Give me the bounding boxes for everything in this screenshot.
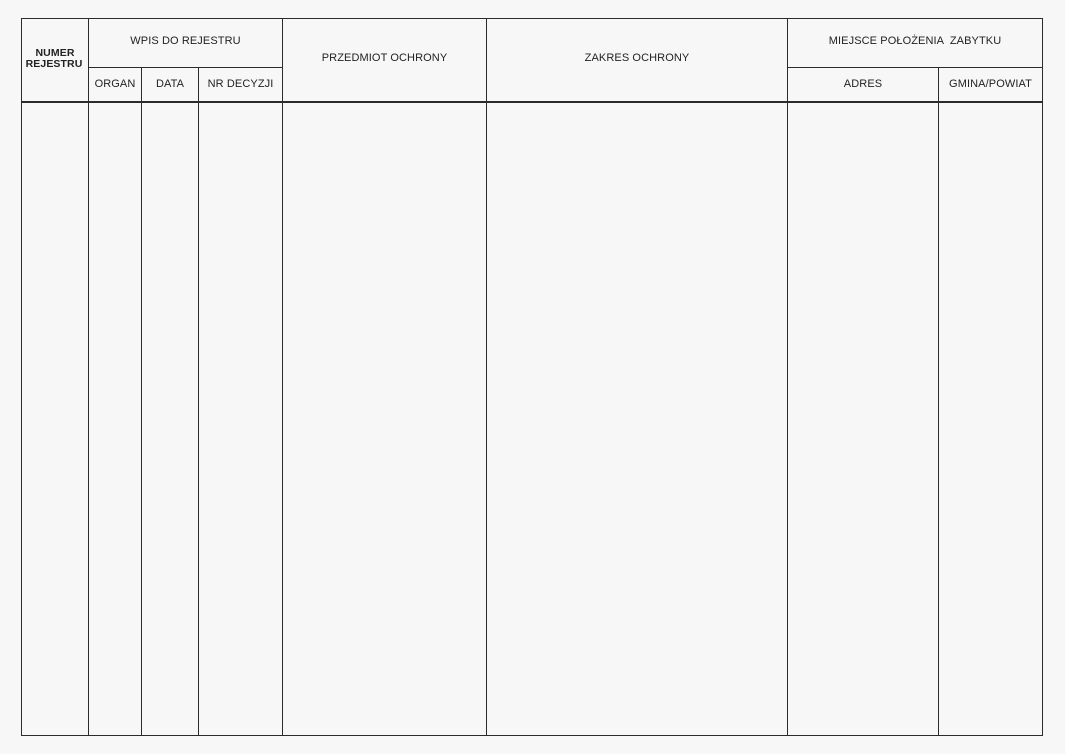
header-rejestru-label: REJESTRU (25, 58, 83, 70)
header-data: DATA (155, 78, 185, 90)
header-miejsce-polozenia-zabytku: MIEJSCE POŁOŻENIA ZABYTKU (828, 35, 1002, 47)
header-adres: ADRES (843, 78, 883, 90)
divider-data (198, 67, 199, 735)
divider-adres (938, 67, 939, 735)
divider-wpis (282, 19, 283, 735)
header-organ: ORGAN (94, 78, 136, 90)
divider-przedmiot (486, 19, 487, 735)
header-bottom-rule (22, 101, 1042, 103)
divider-organ (141, 67, 142, 735)
header-wpis-do-rejestru: WPIS DO REJESTRU (130, 35, 241, 47)
header-gmina-powiat: GMINA/POWIAT (949, 78, 1032, 90)
header-numer-label: NUMER (35, 47, 75, 59)
divider-numer (88, 19, 89, 735)
header-przedmiot-ochrony: PRZEDMIOT OCHRONY (321, 51, 448, 64)
header-numer-rejestru (22, 19, 88, 101)
header-nr-decyzji: NR DECYZJI (207, 78, 274, 90)
register-table (21, 18, 1043, 736)
divider-zakres (787, 19, 788, 735)
header-zakres-ochrony: ZAKRES OCHRONY (584, 51, 690, 64)
